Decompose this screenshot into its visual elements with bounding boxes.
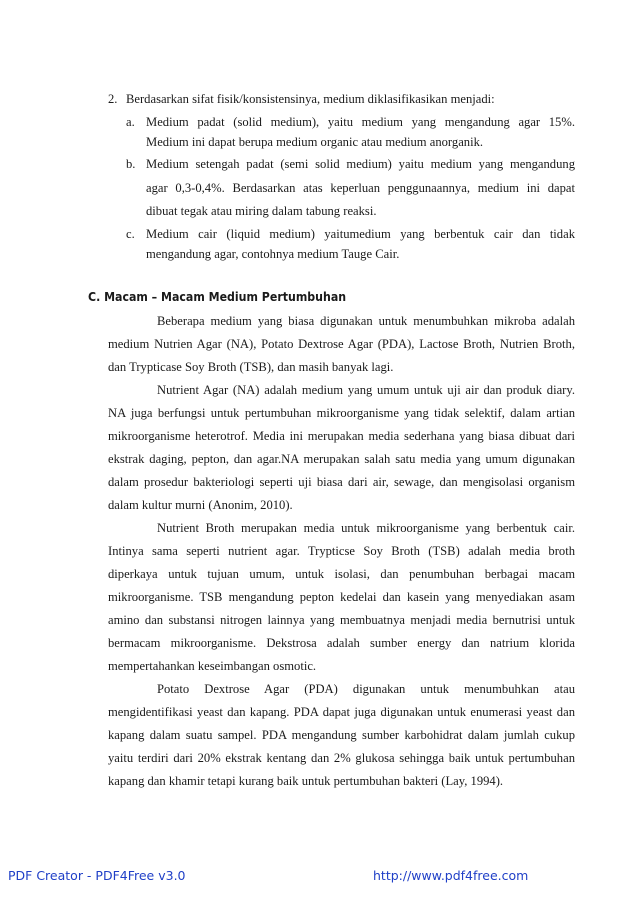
para-1-line-1: Beberapa medium yang biasa digunakan untuk menumbuhkan mikroba adalah: [157, 314, 575, 328]
para-3-line-1: Nutrient Broth merupakan media untuk mikroorganisme yang berbentuk cair.: [157, 521, 575, 535]
para-3-line-6: bermacam mikroorganisme. Dekstrosa adalah sumber energy dan natrium klorida: [108, 636, 575, 650]
sublist-b-line-2: agar 0,3-0,4%. Berdasarkan atas keperluan penggunaannya, medium ini dapat: [146, 181, 575, 195]
para-2-line-5: dalam prosedur bakteriologi seperti uji biasa dari air, sewage, dan mengisolasi organism: [108, 475, 575, 489]
para-2-line-2: NA juga berfungsi untuk pertumbuhan mikroorganisme yang tidak selektif, dalam artian: [108, 406, 575, 420]
sublist-a-line-2: Medium ini dapat berupa medium organic atau medium anorganik.: [146, 135, 484, 149]
sublist-b-line-1: Medium setengah padat (semi solid medium) yaitu medium yang mengandung: [146, 157, 575, 171]
para-4-line-3: kapang dalam suatu sampel. PDA mengandung sumber karbohidrat dalam jumlah cukup: [108, 728, 575, 742]
list-item-text: Berdasarkan sifat fisik/konsistensinya, medium diklasifikasikan menjadi:: [126, 92, 495, 106]
para-2-line-4: ekstrak daging, pepton, dan agar.NA merupakan salah satu media yang umum digunakan: [108, 452, 575, 466]
sublist-c-line-1: Medium cair (liquid medium) yaitumedium yang berbentuk cair dan tidak: [146, 227, 575, 241]
sublist-a-line-1: Medium padat (solid medium), yaitu medium yang mengandung agar 15%.: [146, 115, 575, 129]
para-4-line-4: yaitu terdiri dari 20% ekstrak kentang dan 2% glukosa sehingga baik untuk pertumbuhan: [108, 751, 575, 765]
para-4-line-5: kapang dan khamir tetapi kurang baik untuk pertumbuhan bakteri (Lay, 1994).: [108, 774, 504, 788]
sublist-b-line-3: dibuat tegak atau miring dalam tabung reaksi.: [146, 204, 377, 218]
para-3-line-5: amino dan substansi nitrogen lainnya yang membuatnya menjadi media bernutrisi untuk: [108, 613, 575, 627]
para-3-line-3: diperkaya untuk tujuan umum, untuk isolasi, dan penumbuhan berbagai macam: [108, 567, 575, 581]
footer-website-link[interactable]: http://www.pdf4free.com: [373, 868, 529, 883]
sublist-letter-a: a.: [126, 115, 135, 129]
para-1-line-3: dan Trypticase Soy Broth (TSB), dan masih banyak lagi.: [108, 360, 394, 374]
footer-pdf-creator-link[interactable]: PDF Creator - PDF4Free v3.0: [8, 868, 186, 883]
section-heading: C. Macam – Macam Medium Pertumbuhan: [88, 289, 347, 304]
para-2-line-1: Nutrient Agar (NA) adalah medium yang umum untuk uji air dan produk diary.: [157, 383, 575, 397]
para-4-line-2: mengidentifikasi yeast dan kapang. PDA dapat juga digunakan untuk enumerasi yeast dan: [108, 705, 575, 719]
list-number: 2.: [108, 92, 118, 106]
para-2-line-3: mikroorganisme heterotrof. Media ini merupakan media sederhana yang biasa dibuat dari: [108, 429, 575, 443]
para-4-line-1: Potato Dextrose Agar (PDA) digunakan untuk menumbuhkan atau: [157, 682, 575, 696]
para-3-line-4: mikroorganisme. TSB mengandung pepton kedelai dan kasein yang menyediakan asam: [108, 590, 575, 604]
sublist-letter-c: c.: [126, 227, 135, 241]
para-1-line-2: medium Nutrien Agar (NA), Potato Dextrose Agar (PDA), Lactose Broth, Nutrien Broth,: [108, 337, 575, 351]
sublist-c-line-2: mengandung agar, contohnya medium Tauge Cair.: [146, 247, 400, 261]
para-2-line-6: dalam kultur murni (Anonim, 2010).: [108, 498, 293, 512]
sublist-letter-b: b.: [126, 157, 136, 171]
para-3-line-7: mempertahankan keseimbangan osmotic.: [108, 659, 317, 673]
para-3-line-2: Intinya sama seperti nutrient agar. Trypticse Soy Broth (TSB) adalah media broth: [108, 544, 575, 558]
